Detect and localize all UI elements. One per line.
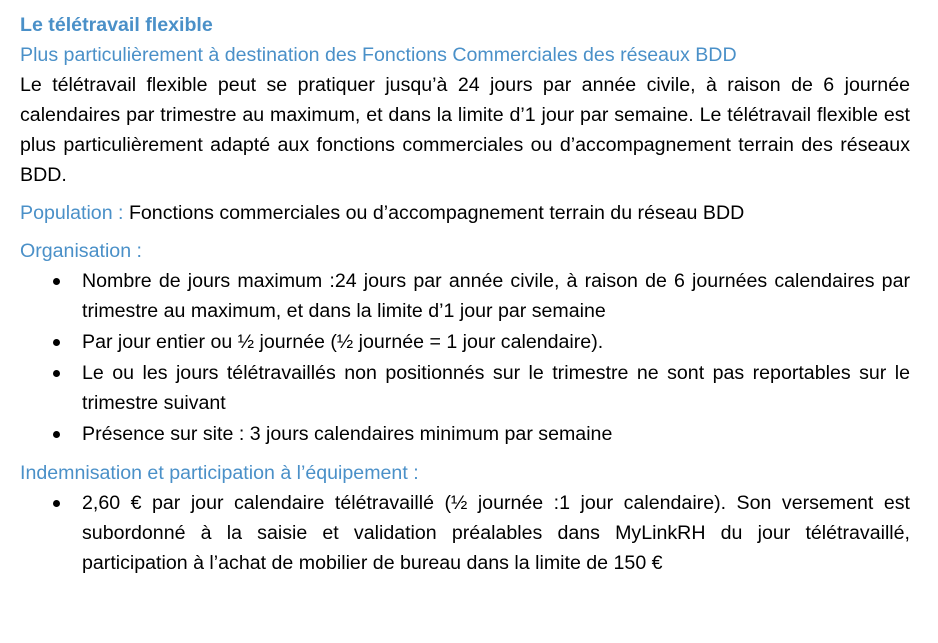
list-item	[20, 488, 910, 578]
bullet-icon	[53, 278, 60, 285]
list-item	[20, 327, 910, 357]
list-item	[20, 266, 910, 326]
document-title: Le télétravail flexible	[20, 14, 213, 36]
list-item	[20, 358, 910, 418]
bullet-icon	[53, 431, 60, 438]
organisation-heading: Organisation :	[20, 240, 142, 262]
population-value: Fonctions commerciales ou d’accompagnement terrain du réseau BDD	[123, 202, 745, 224]
list-item-text: Par jour entier ou ½ journée (½ journée = 1 jour calendaire).	[82, 331, 604, 353]
list-item	[20, 419, 910, 449]
list-item-text: 2,60 € par jour calendaire télétravaillé (½ journée :1 jour calendaire). Son versement est subordonné à la saisie et validation préalables dans MyLinkRH du jour télétravaillé, participation à l’achat de mobilier de bureau dans la limite de 150 €	[82, 492, 910, 574]
indemnisation-list	[20, 488, 910, 578]
population-label: Population :	[20, 202, 124, 224]
list-item-text: Nombre de jours maximum :24 jours par année civile, à raison de 6 journées calendaires par trimestre au maximum, et dans la limite d’1 jour par semaine	[82, 270, 910, 322]
bullet-icon	[53, 500, 60, 507]
bullet-icon	[53, 370, 60, 377]
population-line	[20, 198, 910, 228]
intro-paragraph: Le télétravail flexible peut se pratiquer jusqu’à 24 jours par année civile, à raison de 6 journée calendaires par trimestre au maximum, et dans la limite d’1 jour par semaine. Le télétravail flexible est plus particulièrement adapté aux fonctions commerciales ou d’accompagnement terrain des réseaux BDD.	[20, 74, 910, 186]
list-item-text: Le ou les jours télétravaillés non positionnés sur le trimestre ne sont pas reportables sur le trimestre suivant	[82, 362, 910, 414]
organisation-list	[20, 266, 910, 449]
bullet-icon	[53, 339, 60, 346]
document-subtitle: Plus particulièrement à destination des Fonctions Commerciales des réseaux BDD	[20, 44, 737, 66]
indemnisation-heading: Indemnisation et participation à l’équipement :	[20, 462, 419, 484]
list-item-text: Présence sur site : 3 jours calendaires minimum par semaine	[82, 423, 613, 445]
